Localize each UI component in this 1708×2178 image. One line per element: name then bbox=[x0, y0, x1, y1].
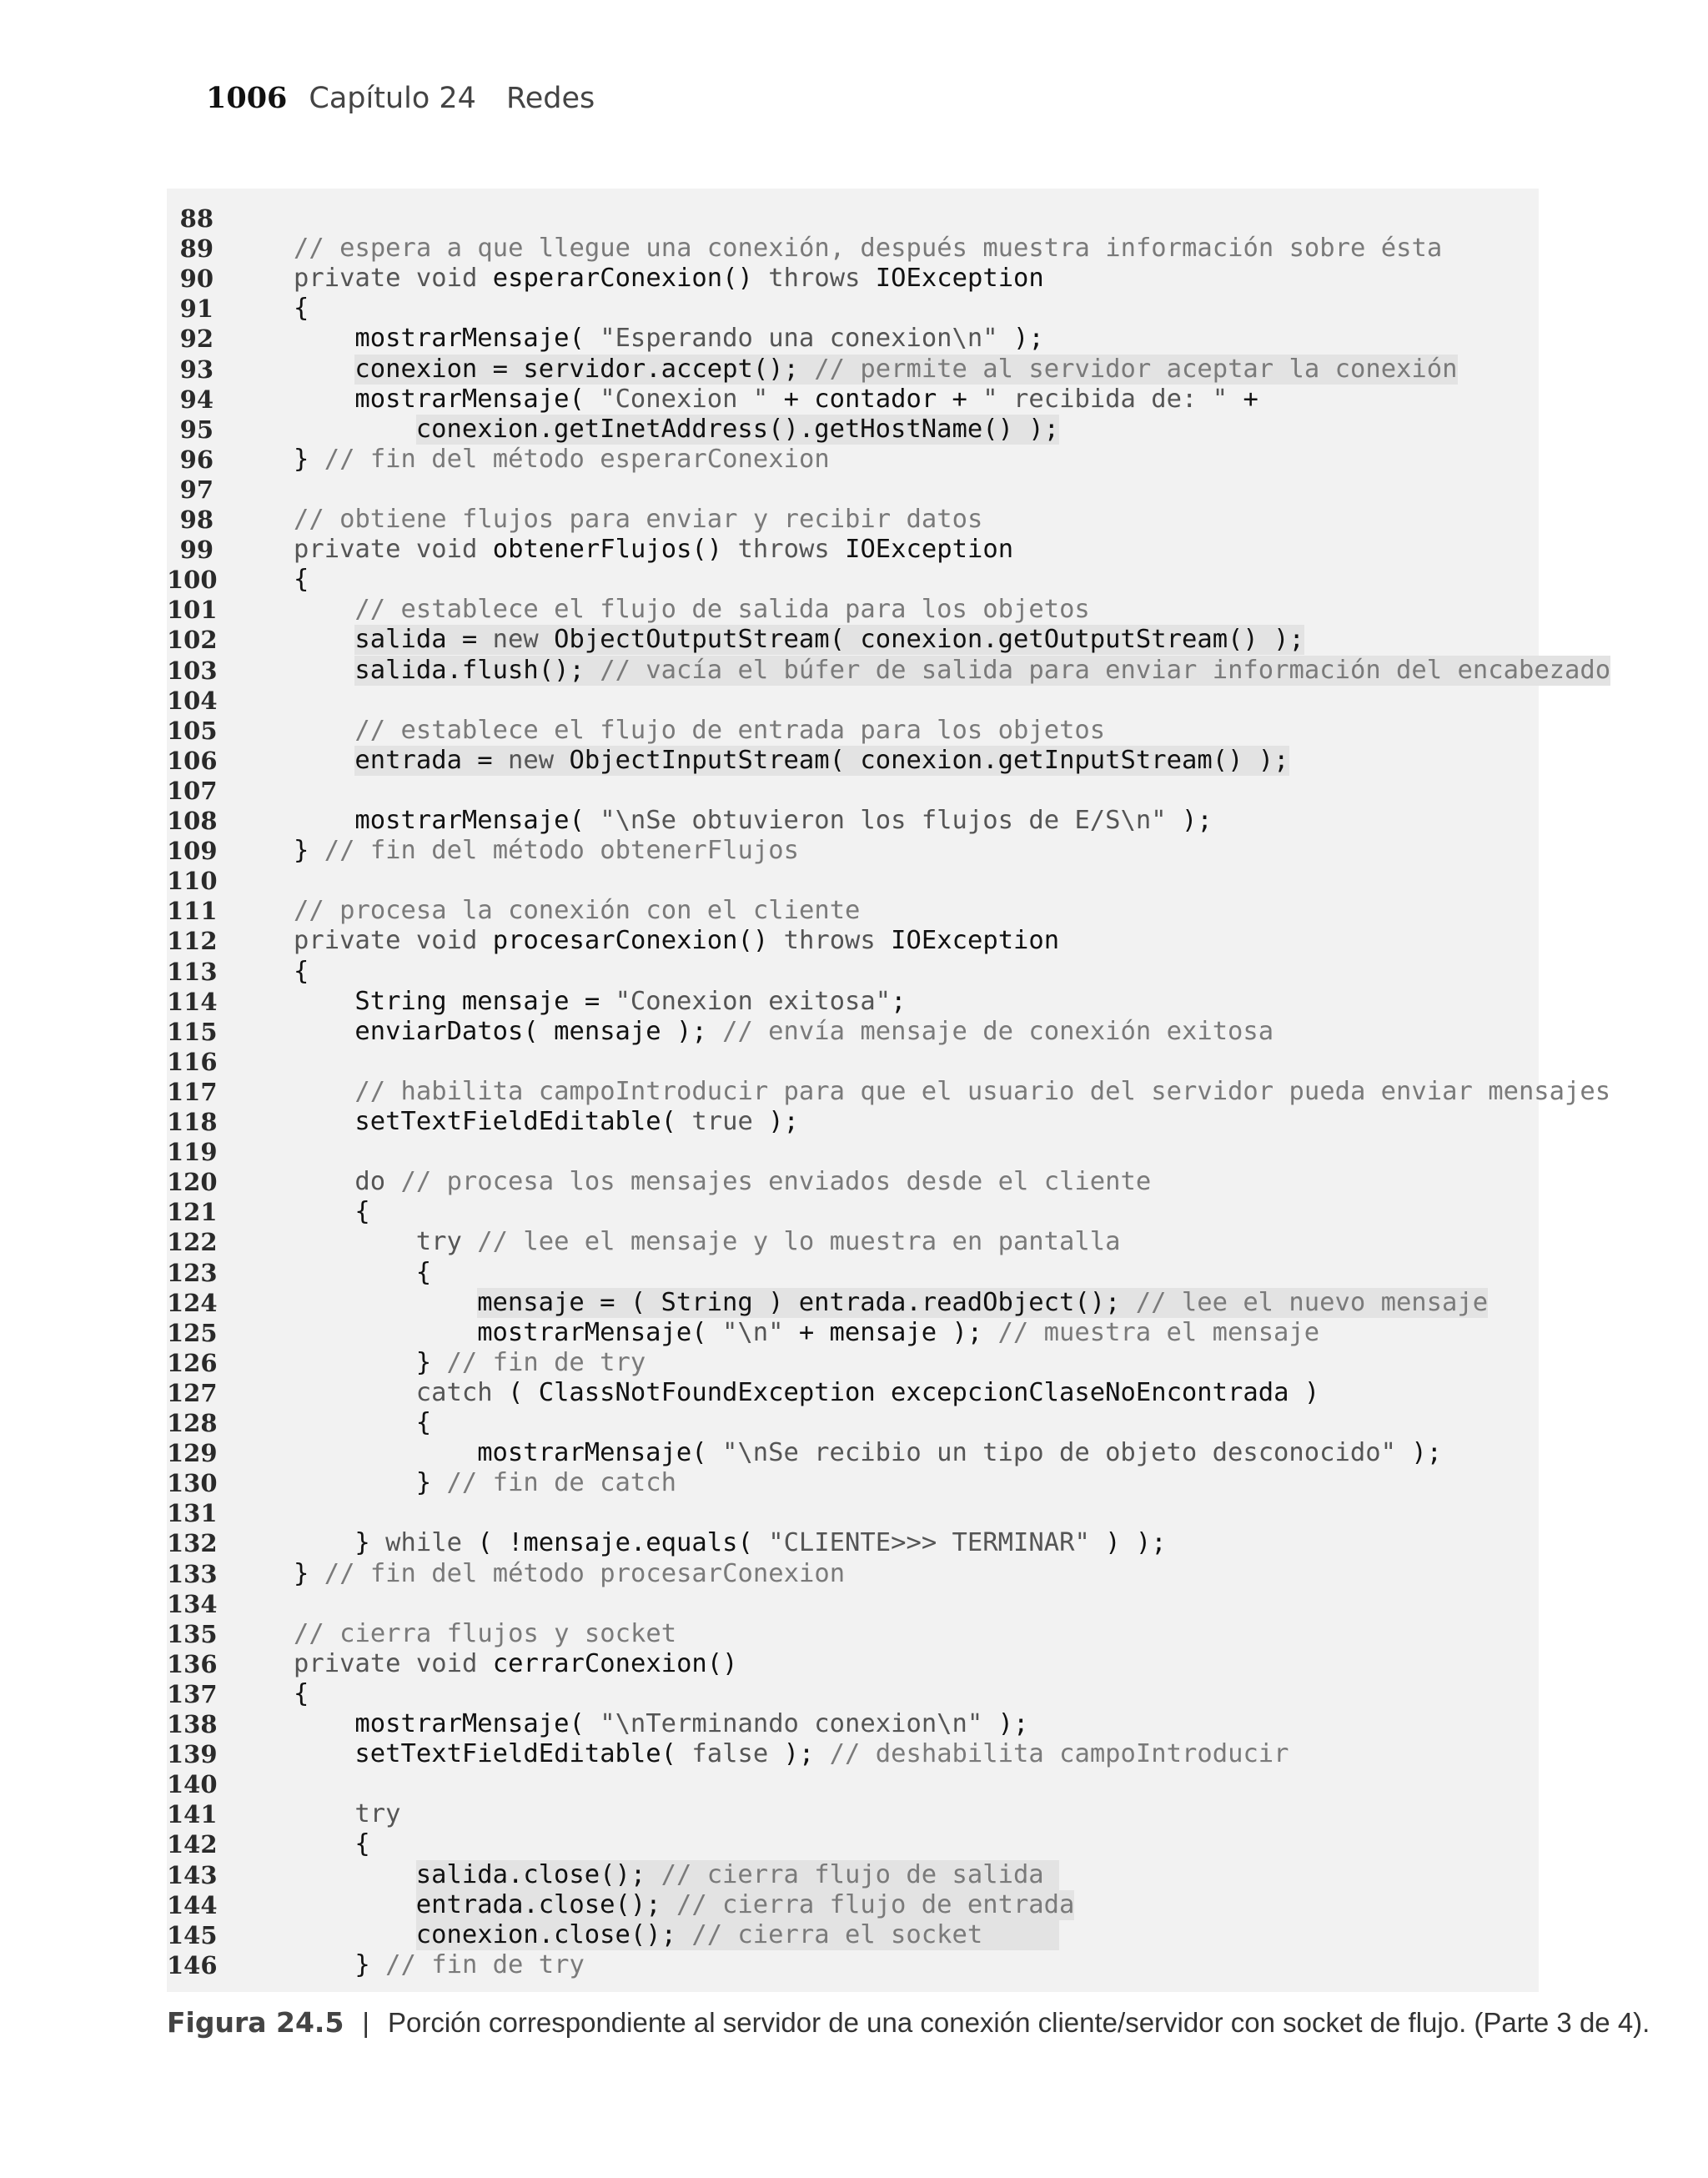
code-text bbox=[354, 1950, 584, 1980]
line-number: 106 bbox=[167, 746, 218, 775]
code-text bbox=[354, 1017, 1273, 1047]
code-token: true bbox=[691, 1107, 753, 1136]
line-number: 129 bbox=[167, 1439, 218, 1468]
code-token: IOException bbox=[891, 926, 1060, 956]
code-text bbox=[354, 385, 1258, 415]
line-number: 107 bbox=[167, 776, 218, 805]
code-token: salida = bbox=[354, 625, 493, 655]
code-token: // fin del método esperarConexion bbox=[324, 444, 830, 474]
code-token: catch bbox=[415, 1377, 508, 1407]
line-number: 115 bbox=[167, 1017, 218, 1046]
code-line bbox=[167, 625, 1539, 655]
code-text bbox=[354, 1197, 369, 1227]
code-token: cerrarConexion() bbox=[492, 1648, 738, 1678]
code-token: throws bbox=[768, 264, 876, 294]
code-line bbox=[167, 836, 1539, 866]
line-number: 104 bbox=[167, 686, 218, 715]
code-token: "Esperando una conexion\n" bbox=[600, 324, 998, 354]
code-token: { bbox=[415, 1408, 432, 1437]
line-number: 136 bbox=[167, 1649, 218, 1678]
code-text bbox=[294, 836, 799, 866]
code-line bbox=[167, 234, 1539, 264]
code-line bbox=[167, 264, 1539, 294]
line-number: 141 bbox=[167, 1800, 218, 1829]
code-token: salida.flush(); bbox=[354, 655, 600, 685]
code-token: // cierra flujos y socket bbox=[294, 1618, 677, 1648]
code-token: // establece el flujo de salida para los objetos bbox=[354, 595, 1090, 625]
code-line bbox=[167, 565, 1539, 595]
code-text bbox=[354, 716, 1105, 746]
line-number: 113 bbox=[167, 957, 218, 986]
code-line bbox=[167, 1679, 1539, 1709]
code-text bbox=[354, 806, 1212, 836]
code-token: mostrarMensaje( bbox=[354, 1709, 600, 1738]
code-line bbox=[167, 1920, 1539, 1950]
line-number: 127 bbox=[167, 1378, 218, 1407]
line-number: 94 bbox=[179, 385, 214, 414]
code-line bbox=[167, 776, 1539, 806]
code-token: } bbox=[415, 1347, 447, 1377]
code-line bbox=[167, 866, 1539, 896]
code-token: mostrarMensaje( bbox=[354, 384, 600, 414]
code-token: try bbox=[415, 1227, 478, 1257]
code-token: // cierra flujo de entrada bbox=[676, 1889, 1075, 1919]
code-line bbox=[167, 1408, 1539, 1438]
code-line bbox=[167, 1378, 1539, 1408]
code-token: { bbox=[294, 956, 309, 986]
code-token: { bbox=[294, 565, 309, 595]
code-token: ( ClassNotFoundException excepcionClaseNoEncontrada ) bbox=[507, 1377, 1320, 1407]
code-token: // fin del método procesarConexion bbox=[324, 1558, 846, 1588]
line-number: 134 bbox=[167, 1589, 218, 1618]
code-token: conexion.getInetAddress().getHostName() ); bbox=[415, 414, 1060, 444]
code-line bbox=[167, 204, 1539, 234]
line-number: 90 bbox=[179, 264, 214, 294]
section-label: Redes bbox=[505, 82, 595, 115]
code-token: mostrarMensaje( bbox=[354, 806, 600, 835]
code-text bbox=[354, 595, 1089, 625]
line-number: 144 bbox=[167, 1890, 218, 1919]
line-number: 100 bbox=[167, 566, 218, 595]
code-line bbox=[167, 475, 1539, 505]
code-token: while bbox=[385, 1528, 478, 1558]
code-text bbox=[416, 1890, 1075, 1920]
code-text bbox=[294, 445, 830, 475]
code-text bbox=[294, 505, 982, 535]
code-token: ObjectInputStream( conexion.getInputStream() ); bbox=[569, 745, 1289, 775]
code-token: mensaje = ( String ) entrada.readObject(); bbox=[477, 1287, 1136, 1317]
code-token: ); bbox=[768, 1739, 830, 1769]
line-number: 117 bbox=[167, 1077, 218, 1106]
code-text bbox=[477, 1288, 1488, 1318]
code-token: // habilita campoIntroducir para que el usuario del servidor pueda enviar mensajes bbox=[354, 1076, 1611, 1106]
code-line bbox=[167, 1619, 1539, 1649]
line-number: 123 bbox=[167, 1258, 218, 1287]
code-line bbox=[167, 1348, 1539, 1378]
line-number: 95 bbox=[179, 415, 214, 444]
code-line bbox=[167, 1498, 1539, 1528]
code-line bbox=[167, 505, 1539, 535]
code-token: + contador + bbox=[768, 384, 983, 414]
code-line bbox=[167, 1528, 1539, 1558]
caption-separator: | bbox=[362, 2007, 369, 2038]
line-number: 142 bbox=[167, 1830, 218, 1859]
code-line bbox=[167, 415, 1539, 445]
code-text bbox=[354, 1799, 400, 1829]
code-token: + bbox=[1228, 384, 1258, 414]
code-token: private void bbox=[294, 264, 493, 294]
code-token: entrada.close(); bbox=[415, 1889, 676, 1919]
code-text bbox=[354, 1709, 1028, 1739]
line-number: 124 bbox=[167, 1288, 218, 1317]
line-number: 126 bbox=[167, 1348, 218, 1377]
code-token: // espera a que llegue una conexión, después muestra información sobre ésta bbox=[294, 234, 1443, 264]
chapter-label: Capítulo 24 bbox=[309, 82, 476, 115]
code-token: obtenerFlujos() bbox=[492, 535, 738, 565]
code-token: mostrarMensaje( bbox=[477, 1438, 722, 1468]
code-line bbox=[167, 1438, 1539, 1468]
line-number: 93 bbox=[179, 355, 214, 384]
caption-text: Porción correspondiente al servidor de una conexión cliente/servidor con socket de flujo. (Parte 3 de 4). bbox=[388, 2007, 1650, 2038]
code-line bbox=[167, 1047, 1539, 1077]
code-text bbox=[294, 1679, 309, 1709]
line-number: 130 bbox=[167, 1469, 218, 1498]
line-number: 120 bbox=[167, 1168, 218, 1197]
line-number: 105 bbox=[167, 716, 218, 745]
line-number: 121 bbox=[167, 1198, 218, 1227]
code-token: { bbox=[294, 1678, 309, 1708]
code-token: ); bbox=[1395, 1438, 1443, 1468]
code-token: " recibida de: " bbox=[982, 384, 1228, 414]
code-token: "\nTerminando conexion\n" bbox=[600, 1709, 983, 1738]
code-token: ; bbox=[891, 986, 907, 1016]
figure-caption bbox=[167, 2006, 1650, 2039]
line-number: 138 bbox=[167, 1710, 218, 1738]
line-number: 109 bbox=[167, 837, 218, 866]
code-token: mostrarMensaje( bbox=[477, 1317, 722, 1347]
code-line bbox=[167, 926, 1539, 956]
code-text bbox=[416, 1920, 1059, 1950]
code-token: ); bbox=[997, 324, 1044, 354]
line-number: 110 bbox=[167, 867, 218, 896]
code-line bbox=[167, 1468, 1539, 1498]
code-token: setTextFieldEditable( bbox=[354, 1107, 692, 1136]
line-number: 143 bbox=[167, 1860, 218, 1889]
code-line bbox=[167, 1559, 1539, 1589]
code-line bbox=[167, 445, 1539, 475]
code-line bbox=[167, 1227, 1539, 1257]
code-token: // lee el mensaje y lo muestra en pantalla bbox=[477, 1227, 1121, 1257]
code-token: private void bbox=[294, 926, 493, 956]
code-line bbox=[167, 896, 1539, 926]
code-text bbox=[294, 1559, 845, 1589]
code-line bbox=[167, 1799, 1539, 1829]
code-token: // fin de try bbox=[385, 1949, 585, 1979]
code-token: // deshabilita campoIntroducir bbox=[829, 1739, 1289, 1769]
line-number: 89 bbox=[179, 234, 214, 264]
line-number: 135 bbox=[167, 1619, 218, 1648]
line-number: 140 bbox=[167, 1770, 218, 1799]
code-line bbox=[167, 1258, 1539, 1288]
code-token: throws bbox=[737, 535, 846, 565]
code-text bbox=[354, 1829, 369, 1859]
code-token: { bbox=[354, 1829, 370, 1859]
code-token: mostrarMensaje( bbox=[354, 324, 600, 354]
code-token: false bbox=[691, 1739, 769, 1769]
code-token: // fin del método obtenerFlujos bbox=[324, 836, 799, 866]
line-number: 116 bbox=[167, 1047, 218, 1076]
line-number: 119 bbox=[167, 1138, 218, 1167]
code-line bbox=[167, 385, 1539, 415]
code-text bbox=[354, 1107, 799, 1137]
code-line bbox=[167, 595, 1539, 625]
code-token: private void bbox=[294, 1648, 493, 1678]
line-number: 103 bbox=[167, 656, 218, 685]
code-token: // fin de try bbox=[446, 1347, 646, 1377]
code-line bbox=[167, 1137, 1539, 1167]
line-number: 118 bbox=[167, 1108, 218, 1136]
code-text bbox=[416, 1378, 1319, 1408]
code-token: ); bbox=[982, 1709, 1029, 1738]
code-text bbox=[294, 264, 1044, 294]
line-number: 111 bbox=[167, 897, 218, 926]
code-token: // establece el flujo de entrada para los objetos bbox=[354, 715, 1106, 745]
code-text bbox=[477, 1318, 1319, 1348]
code-token: { bbox=[415, 1257, 432, 1287]
code-token: } bbox=[294, 444, 324, 474]
code-text bbox=[294, 926, 1059, 956]
code-text bbox=[294, 957, 309, 987]
code-token: "\nSe recibio un tipo de objeto desconocido" bbox=[722, 1438, 1396, 1468]
code-line bbox=[167, 1950, 1539, 1980]
code-token: entrada = bbox=[354, 745, 509, 775]
code-line bbox=[167, 1739, 1539, 1769]
code-text bbox=[477, 1438, 1442, 1468]
code-token: IOException bbox=[845, 535, 1014, 565]
code-line bbox=[167, 1829, 1539, 1859]
line-number: 98 bbox=[179, 506, 214, 534]
code-text bbox=[416, 1348, 646, 1378]
code-token: esperarConexion() bbox=[492, 264, 769, 294]
code-token: { bbox=[294, 294, 309, 324]
code-line bbox=[167, 1589, 1539, 1619]
code-line bbox=[167, 1769, 1539, 1799]
code-token: "\nSe obtuvieron los flujos de E/S\n" bbox=[600, 806, 1167, 835]
code-token: // envía mensaje de conexión exitosa bbox=[722, 1016, 1274, 1046]
line-number: 92 bbox=[179, 324, 214, 354]
line-number: 97 bbox=[179, 475, 214, 504]
line-number: 137 bbox=[167, 1679, 218, 1708]
code-text bbox=[294, 234, 1442, 264]
code-text bbox=[354, 355, 1457, 385]
figure-label: Figura 24.5 bbox=[167, 2006, 344, 2039]
code-line bbox=[167, 1709, 1539, 1739]
code-text bbox=[294, 535, 1013, 565]
code-token: + mensaje ); bbox=[783, 1317, 998, 1347]
code-text bbox=[416, 1408, 431, 1438]
code-token: // permite al servidor aceptar la conexión bbox=[814, 354, 1458, 384]
line-number: 114 bbox=[167, 987, 218, 1016]
line-number: 125 bbox=[167, 1318, 218, 1347]
code-token: setTextFieldEditable( bbox=[354, 1739, 692, 1769]
code-line bbox=[167, 1197, 1539, 1227]
code-token: ( !mensaje.equals( bbox=[477, 1528, 769, 1558]
code-token: throws bbox=[783, 926, 892, 956]
code-token: new bbox=[508, 745, 570, 775]
code-token: ) ); bbox=[1089, 1528, 1167, 1558]
line-number: 108 bbox=[167, 807, 218, 835]
code-token: IOException bbox=[875, 264, 1044, 294]
code-text bbox=[354, 1077, 1610, 1107]
code-text bbox=[294, 896, 860, 926]
code-text bbox=[416, 1258, 431, 1288]
code-token: } bbox=[294, 836, 324, 866]
code-token: // procesa la conexión con el cliente bbox=[294, 896, 861, 926]
code-line bbox=[167, 1318, 1539, 1348]
line-number: 96 bbox=[179, 445, 214, 474]
code-text bbox=[354, 1528, 1166, 1558]
code-text bbox=[416, 1468, 676, 1498]
code-token: procesarConexion() bbox=[492, 926, 784, 956]
code-token: salida.close(); bbox=[415, 1859, 661, 1889]
code-line bbox=[167, 1649, 1539, 1679]
code-token: "Conexion " bbox=[600, 384, 769, 414]
code-text bbox=[294, 1649, 738, 1679]
code-token: } bbox=[415, 1468, 447, 1498]
code-line bbox=[167, 355, 1539, 385]
code-text bbox=[354, 656, 1610, 686]
code-line bbox=[167, 324, 1539, 354]
code-line bbox=[167, 987, 1539, 1017]
code-token: new bbox=[492, 625, 555, 655]
line-number: 99 bbox=[179, 536, 214, 565]
code-token: } bbox=[354, 1528, 386, 1558]
code-line bbox=[167, 746, 1539, 776]
code-text bbox=[354, 1167, 1151, 1197]
running-header bbox=[206, 81, 595, 115]
code-token: ); bbox=[752, 1107, 799, 1136]
code-line bbox=[167, 655, 1611, 686]
code-token: conexion = servidor.accept(); bbox=[354, 354, 815, 384]
code-token: "\n" bbox=[722, 1317, 784, 1347]
code-token: // muestra el mensaje bbox=[997, 1317, 1320, 1347]
code-token: private void bbox=[294, 535, 493, 565]
code-token: { bbox=[354, 1197, 370, 1227]
line-number: 146 bbox=[167, 1950, 218, 1979]
code-token: String mensaje = bbox=[354, 986, 615, 1016]
code-token: // cierra el socket bbox=[691, 1919, 1060, 1949]
code-token: "CLIENTE>>> TERMINAR" bbox=[768, 1528, 1090, 1558]
code-line bbox=[167, 686, 1539, 716]
code-token: ObjectOutputStream( conexion.getOutputStream() ); bbox=[554, 625, 1304, 655]
line-number: 88 bbox=[179, 204, 214, 233]
code-token: } bbox=[354, 1949, 386, 1979]
code-token: // lee el nuevo mensaje bbox=[1135, 1287, 1489, 1317]
code-line bbox=[167, 1076, 1611, 1107]
code-token: ); bbox=[1166, 806, 1213, 835]
code-token: // cierra flujo de salida bbox=[661, 1859, 1060, 1889]
page-number: 1006 bbox=[206, 81, 288, 115]
code-token: conexion.close(); bbox=[415, 1919, 692, 1949]
code-token: // vacía el búfer de salida para enviar información del encabezado bbox=[600, 655, 1611, 685]
code-line bbox=[167, 1107, 1539, 1137]
line-number: 102 bbox=[167, 626, 218, 655]
line-number: 132 bbox=[167, 1529, 218, 1558]
line-number: 128 bbox=[167, 1409, 218, 1437]
line-number: 133 bbox=[167, 1559, 218, 1588]
code-token: try bbox=[354, 1799, 401, 1829]
code-text bbox=[294, 294, 309, 324]
code-text bbox=[294, 1619, 676, 1649]
line-number: 112 bbox=[167, 927, 218, 956]
code-line bbox=[167, 806, 1539, 836]
code-text bbox=[294, 565, 309, 595]
code-text bbox=[354, 625, 1304, 655]
code-line bbox=[167, 957, 1539, 987]
line-number: 91 bbox=[179, 294, 214, 324]
code-text bbox=[354, 324, 1043, 354]
code-token: "Conexion exitosa" bbox=[615, 986, 892, 1016]
code-text bbox=[354, 746, 1289, 776]
code-token: enviarDatos( mensaje ); bbox=[354, 1016, 723, 1046]
code-line bbox=[167, 1890, 1539, 1920]
code-line bbox=[167, 716, 1539, 746]
code-token: } bbox=[294, 1558, 324, 1588]
line-number: 131 bbox=[167, 1499, 218, 1528]
line-number: 145 bbox=[167, 1920, 218, 1949]
code-line bbox=[167, 1017, 1539, 1047]
code-text bbox=[416, 1860, 1059, 1890]
line-number: 101 bbox=[167, 596, 218, 625]
code-text bbox=[354, 1739, 1289, 1769]
line-number: 139 bbox=[167, 1740, 218, 1769]
code-text bbox=[416, 1227, 1121, 1257]
code-text bbox=[416, 415, 1059, 445]
code-text bbox=[354, 987, 906, 1017]
line-number: 122 bbox=[167, 1228, 218, 1257]
code-line bbox=[167, 1167, 1539, 1197]
code-listing bbox=[167, 189, 1611, 1992]
code-token: // procesa los mensajes enviados desde el cliente bbox=[400, 1167, 1152, 1197]
code-line bbox=[167, 294, 1539, 324]
code-token: // fin de catch bbox=[446, 1468, 676, 1498]
code-line bbox=[167, 535, 1539, 565]
code-line bbox=[167, 1288, 1539, 1318]
code-token: do bbox=[354, 1167, 401, 1197]
code-token: // obtiene flujos para enviar y recibir datos bbox=[294, 505, 983, 534]
code-line bbox=[167, 1860, 1539, 1890]
